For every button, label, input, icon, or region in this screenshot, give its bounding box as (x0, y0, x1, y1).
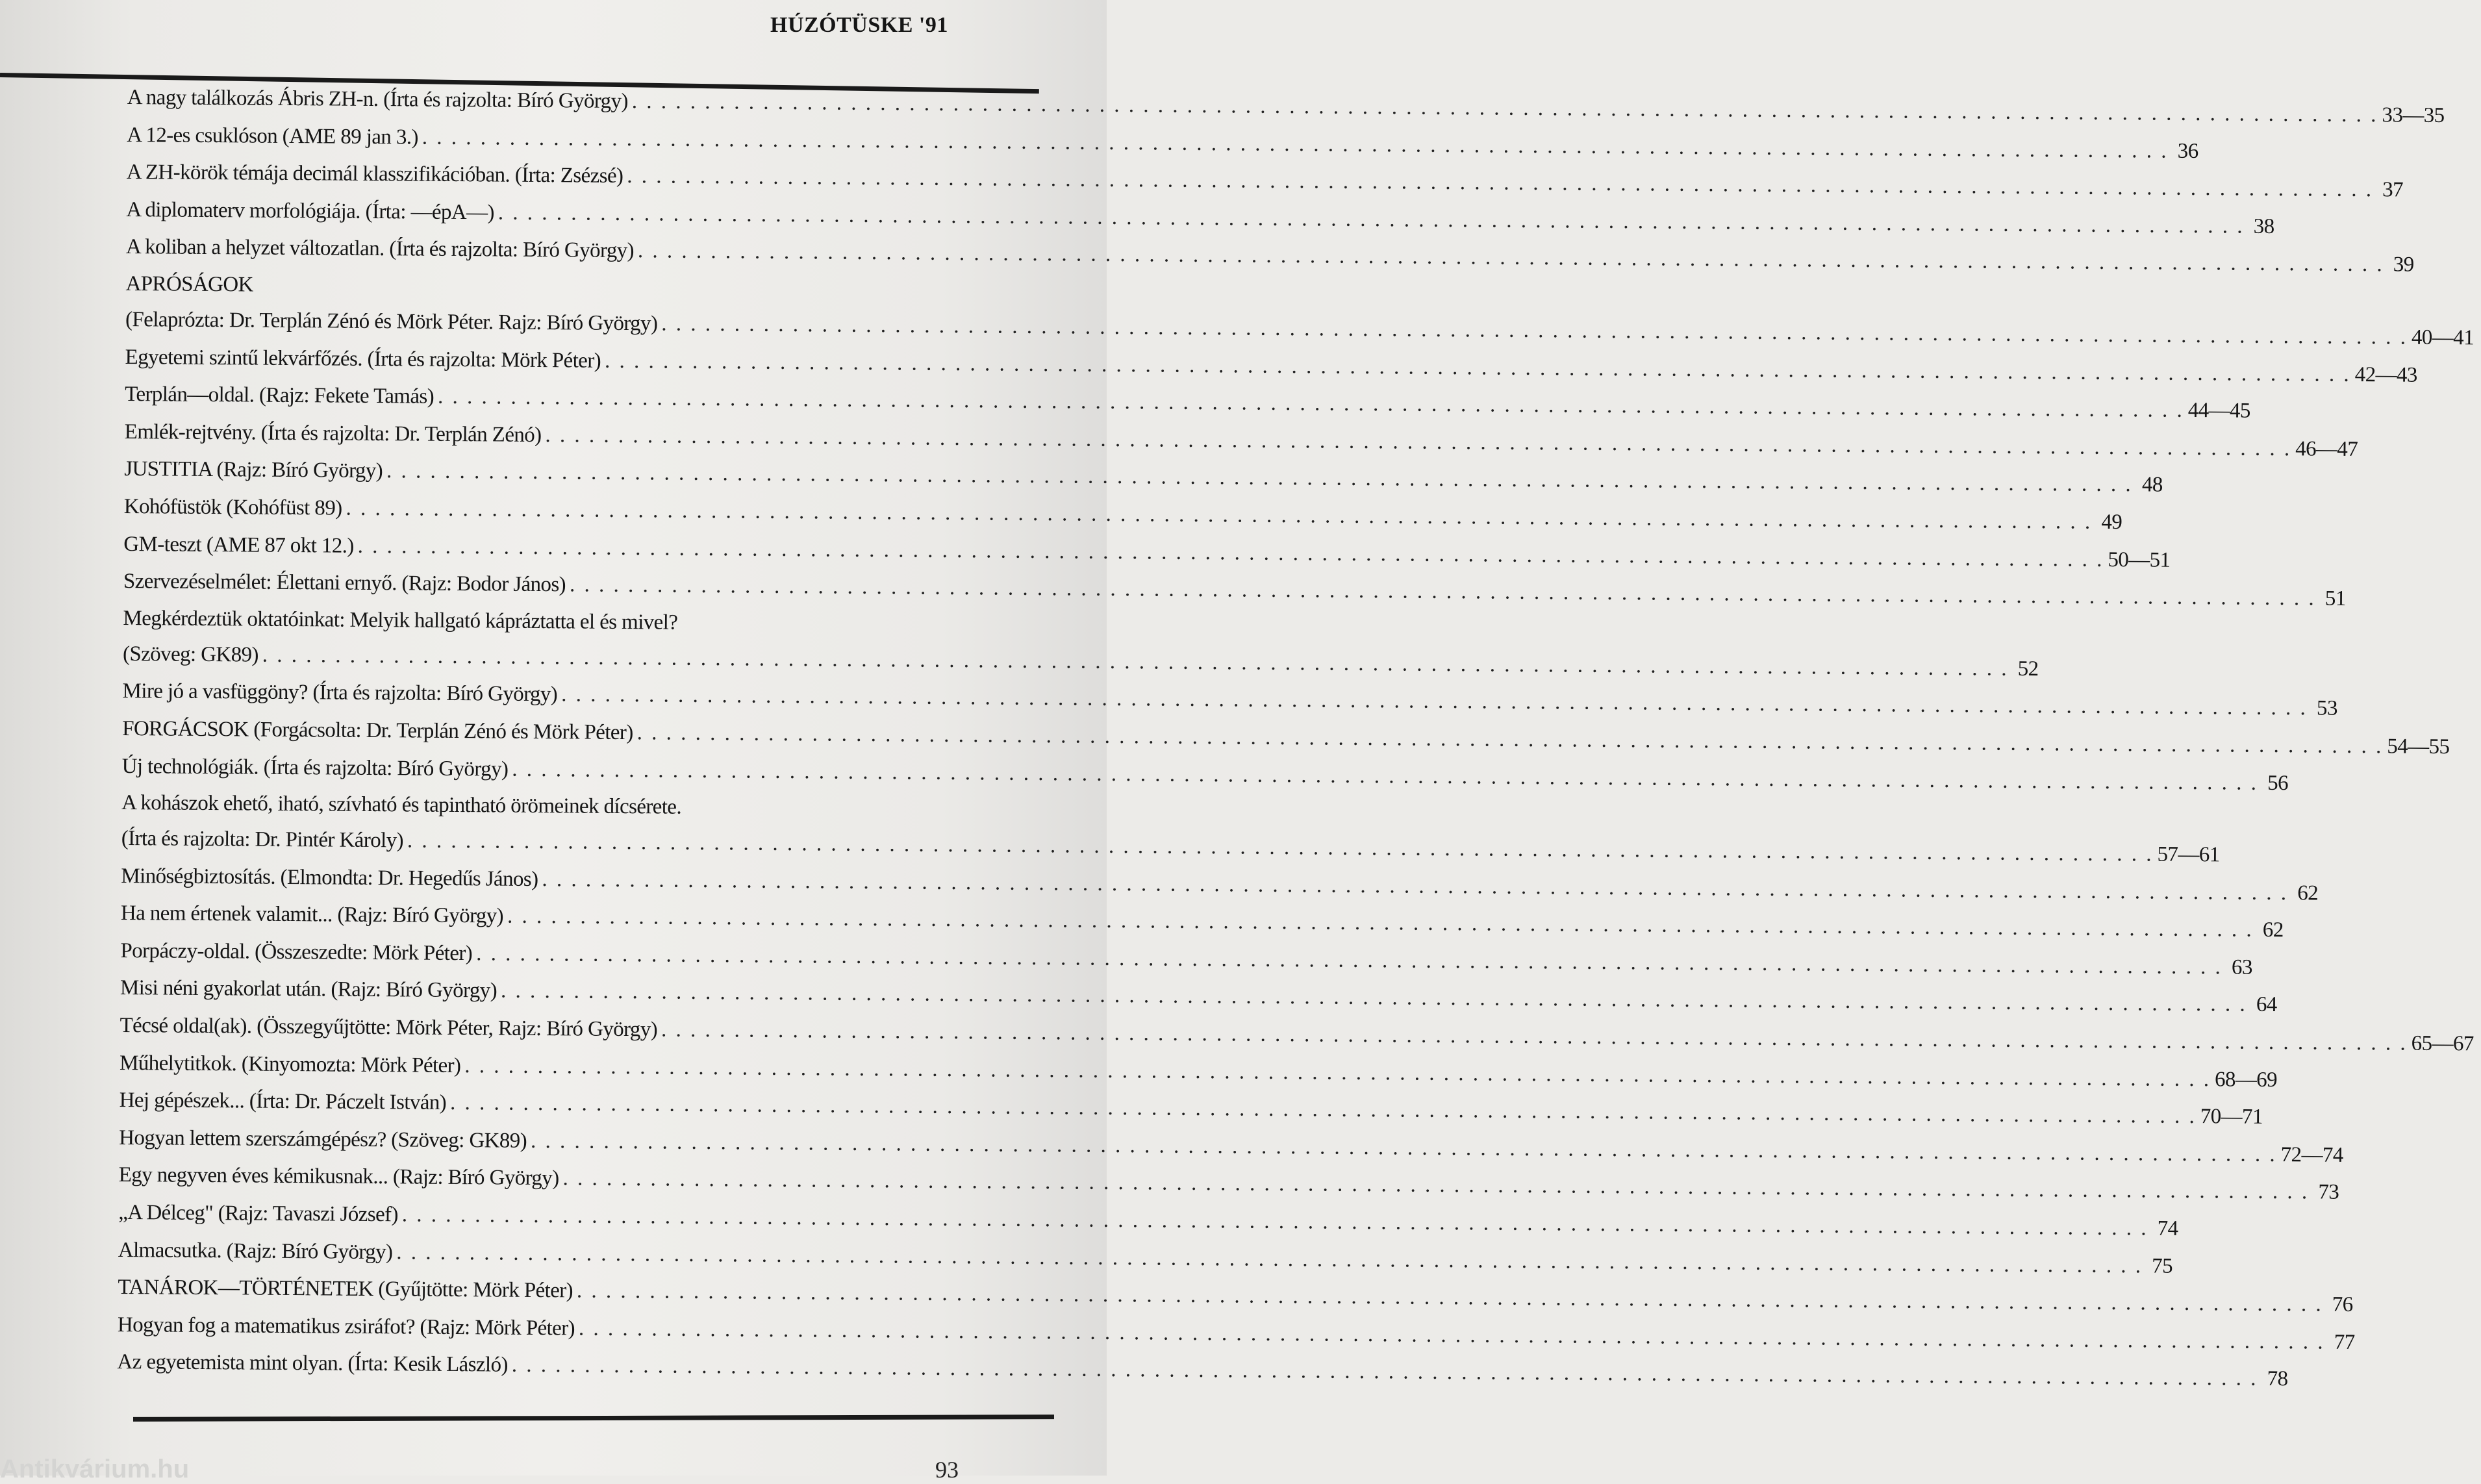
toc-entry-title: A diplomaterv morfológiája. (Írta: —épA—) (126, 197, 495, 225)
toc-entry (118, 1232, 2173, 1278)
toc-entry-title: TANÁROK—TÖRTÉNETEK (Gyűjtötte: Mörk Péter) (118, 1276, 573, 1303)
dot-leader: . . . . . . . . . . . . . . . . . . . . . . . . . . . . . . . . . . . . . . . . . . . . . . . . . . . . . . . . . . . . . . . . . . . . . . . . . . . . . . . . . . . . . . . . . . . . . . . . . . . . . . . . . . . . . . . . . . . . . . . . (511, 1353, 2258, 1391)
toc-entry (118, 1194, 2178, 1240)
toc-entry-title: A koliban a helyzet változatlan. (Írta és rajzolta: Bíró György) (125, 235, 635, 263)
toc-entry (121, 785, 888, 826)
toc-entry-pages: 33—35 (2382, 103, 2445, 128)
toc-entry (121, 858, 2319, 905)
toc-entry (123, 601, 889, 642)
dot-leader: . . . . . . . . . . . . . . . . . . . . . . . . . . . . . . . . . . . . . . . . . . . . . . . . . . . . . . . . . . . . . . . . . . . . . . . . . . . . . . . . . . . . . . . . . . . . . . . . . . . . . . . . . . . . . . . . . . . . . . . . (512, 757, 2259, 795)
toc-entry-pages: 56 (2267, 771, 2289, 795)
toc-entry (121, 820, 2220, 867)
dot-leader: . . . . . . . . . . . . . . . . . . . . . . . . . . . . . . . . . . . . . . . . . . . . . . . . . . . . . . . . . . . . . . . . . . . . . . . . . . . . . . . . . . . . . . . . . . . . . . . . . . . . . . . . . . . . . . . . . . . . . . . . (464, 1053, 2211, 1091)
toc-entry (123, 563, 2346, 610)
toc-entry-title: Az egyetemista mint olyan. (Írta: Kesik László) (117, 1350, 508, 1377)
dot-leader: . . . . . . . . . . . . . . . . . . . . . . . . . . . . . . . . . . . . . . . . . . . . . . . . . . . . . . . . . . . . . . . . . . . . . . . . . . . . . . . . . . . . . . . . . . . . . . . . . . . . . . . . . . . . . . . . . . . . . . . . (407, 829, 2154, 866)
running-title: HÚZÓTÜSKE '91 (770, 13, 948, 37)
toc-entry-title: A nagy találkozás Ábris ZH-n. (Írta és rajzolta: Bíró György) (127, 85, 628, 114)
dot-leader: . . . . . . . . . . . . . . . . . . . . . . . . . . . . . . . . . . . . . . . . . . . . . . . . . . . . . . . . . . . . . . . . . . . . . . . . . . . . . . . . . . . . . . . . . . . . . . . . . . . . . . . . . . . . . . . . . . . . . . . . (560, 683, 2308, 720)
toc-entry-pages: 52 (2017, 657, 2039, 681)
toc-entry (123, 526, 2171, 572)
toc-entry-title: Mire jó a vasfüggöny? (Írta és rajzolta: Bíró György) (122, 679, 558, 707)
toc-entry-pages: 46—47 (2295, 436, 2358, 461)
toc-entry-title: Egy negyven éves kémikusnak... (Rajz: Bíró György) (118, 1163, 559, 1190)
toc-entry (127, 117, 2198, 163)
dot-leader: . . . . . . . . . . . . . . . . . . . . . . . . . . . . . . . . . . . . . . . . . . . . . . . . . . . . . . . . . . . . . . . . . . . . . . . . . . . . . . . . . . . . . . . . . . . . . . . . . . . . . . . . . . . . . . . . . . . . . . . . (437, 384, 2184, 423)
toc-entry (125, 301, 2475, 350)
toc-entry-pages: 77 (2334, 1330, 2355, 1354)
toc-entry (127, 79, 2445, 128)
toc-entry-pages: 49 (2101, 510, 2122, 534)
toc-entry-title: FORGÁCSOK (Forgácsolta: Dr. Terplán Zénó és Mörk Péter) (122, 716, 633, 745)
table-of-contents (117, 79, 2475, 1391)
dot-leader: . . . . . . . . . . . . . . . . . . . . . . . . . . . . . . . . . . . . . . . . . . . . . . . . . . . . . . . . . . . . . . . . . . . . . . . . . . . . . . . . . . . . . . . . . . . . . . . . . . . . . . . . . . . . . . . . . . . . . . . . (500, 979, 2247, 1017)
toc-entry-pages: 68—69 (2214, 1067, 2278, 1092)
toc-entry (120, 1007, 2474, 1056)
toc-entry-pages: 75 (2152, 1254, 2173, 1278)
dot-leader: . . . . . . . . . . . . . . . . . . . . . . . . . . . . . . . . . . . . . . . . . . . . . . . . . . . . . . . . . . . . . . . . . . . . . . . . . . . . . . . . . . . . . . . . . . . . . . . . . . . . . . . . . . . . . . . . . . . . . . . . (576, 1279, 2323, 1316)
toc-entry (125, 266, 892, 307)
dot-leader: . . . . . . . . . . . . . . . . . . . . . . . . . . . . . . . . . . . . . . . . . . . . . . . . . . . . . . . . . . . . . . . . . . . . . . . . . . . . . . . . . . . . . . . . . . . . . . . . . . . . . . . . . . . . . . . . . . . . . . . . (401, 1203, 2148, 1240)
watermark: Antikvárium.hu (0, 1455, 190, 1483)
toc-entry (122, 636, 2039, 681)
toc-entry-title: A 12-es csuklóson (AME 89 jan 3.) (127, 123, 419, 149)
toc-entry-pages: 73 (2318, 1180, 2339, 1205)
toc-entry-pages: 39 (2393, 253, 2414, 277)
toc-entry-title: A ZH-körök témája decimál klasszifikációban. (Írta: Zsézsé) (126, 160, 623, 188)
toc-entry (119, 1045, 2278, 1092)
toc-entry-title: A kohászok ehető, iható, szívható és tapintható örömeinek dícsérete. (121, 791, 682, 819)
toc-entry-title: Minőségbiztosítás. (Elmondta: Dr. Hegedűs János) (121, 864, 538, 891)
dot-leader: . . . . . . . . . . . . . . . . . . . . . . . . . . . . . . . . . . . . . . . . . . . . . . . . . . . . . . . . . . . . . . . . . . . . . . . . . . . . . . . . . . . . . . . . . . . . . . . . . . . . . . . . . . . . . . . . . . . . . . . . (422, 125, 2169, 163)
toc-entry (119, 1082, 2263, 1129)
toc-entry (125, 376, 2250, 423)
toc-entry (117, 1307, 2355, 1354)
dot-leader: . . . . . . . . . . . . . . . . . . . . . . . . . . . . . . . . . . . . . . . . . . . . . . . . . . . . . . . . . . . . . . . . . . . . . . . . . . . . . . . . . . . . . . . . . . . . . . . . . . . . . . . . . . . . . . . . . . . . . . . . (542, 867, 2289, 905)
toc-entry-pages: 70—71 (2200, 1105, 2263, 1129)
toc-entry-title: GM-teszt (AME 87 okt 12.) (123, 532, 354, 558)
toc-entry-pages: 57—61 (2157, 842, 2220, 867)
toc-entry-title: APRÓSÁGOK (125, 271, 253, 297)
toc-entry-title: (Felaprózta: Dr. Terplán Zénó és Mörk Péter. Rajz: Bíró György) (125, 307, 658, 336)
dot-leader: . . . . . . . . . . . . . . . . . . . . . . . . . . . . . . . . . . . . . . . . . . . . . . . . . . . . . . . . . . . . . . . . . . . . . . . . . . . . . . . . . . . . . . . . . . . . . . . . . . . . . . . . . . . . . . . . . . . . . . . . (346, 496, 2093, 534)
toc-entry-title: Almacsutka. (Rajz: Bíró György) (118, 1238, 393, 1264)
toc-entry-title: Megkérdeztük oktatóinkat: Melyik hallgató kápráztatta el és mivel? (123, 606, 678, 635)
toc-entry-pages: 54—55 (2387, 735, 2450, 759)
toc-entry-pages: 42—43 (2354, 362, 2417, 387)
toc-entry (122, 711, 2450, 759)
toc-entry-title: Műhelytitkok. (Kinyomozta: Mörk Péter) (119, 1051, 461, 1077)
toc-entry (124, 451, 2163, 497)
toc-entry (120, 933, 2252, 979)
toc-entry-pages: 63 (2231, 955, 2252, 979)
toc-entry-title: Hogyan fog a matematikus zsiráfot? (Rajz: Mörk Péter) (117, 1313, 575, 1340)
toc-entry-title: „A Délceg" (Rajz: Tavaszi József) (118, 1200, 399, 1227)
toc-entry-pages: 72—74 (2280, 1142, 2343, 1167)
toc-entry-title: Porpáczy-oldal. (Összeszedte: Mörk Péter) (120, 938, 473, 966)
toc-entry-title: Ha nem értenek valamit... (Rajz: Bíró György) (120, 901, 504, 928)
toc-entry (122, 673, 2337, 721)
toc-entry-pages: 38 (2253, 214, 2274, 238)
toc-entry-title: Szervezéselmélet: Élettani ernyő. (Rajz: Bodor János) (123, 570, 566, 597)
toc-entry (126, 154, 2404, 202)
dot-leader: . . . . . . . . . . . . . . . . . . . . . . . . . . . . . . . . . . . . . . . . . . . . . . . . . . . . . . . . . . . . . . . . . . . . . . . . . . . . . . . . . . . . . . . . . . . . . . . . . . . . . . . . . . . . . . . . . . . . . . . . (357, 534, 2104, 572)
dot-leader: . . . . . . . . . . . . . . . . . . . . . . . . . . . . . . . . . . . . . . . . . . . . . . . . . . . . . . . . . . . . . . . . . . . . . . . . . . . . . . . . . . . . . . . . . . . . . . . . . . . . . . . . . . . . . . . . . . . . . . . . (631, 90, 2378, 127)
toc-entry-pages: 50—51 (2108, 547, 2171, 572)
dot-leader: . . . . . . . . . . . . . . . . . . . . . . . . . . . . . . . . . . . . . . . . . . . . . . . . . . . . . . . . . . . . . . . . . . . . . . . . . . . . . . . . . . . . . . . . . . . . . . . . . . . . . . . . . . . . . . . . . . . . . . . . (386, 459, 2133, 497)
toc-entry (121, 748, 2289, 795)
toc-entry-pages: 44—45 (2187, 399, 2250, 423)
toc-entry-title: Hej gépészek... (Írta: Dr. Páczelt István) (119, 1088, 447, 1115)
dot-leader: . . . . . . . . . . . . . . . . . . . . . . . . . . . . . . . . . . . . . . . . . . . . . . . . . . . . . . . . . . . . . . . . . . . . . . . . . . . . . . . . . . . . . . . . . . . . . . . . . . . . . . . . . . . . . . . . . . . . . . . . (637, 239, 2384, 277)
toc-entry (120, 970, 2277, 1017)
dot-leader: . . . . . . . . . . . . . . . . . . . . . . . . . . . . . . . . . . . . . . . . . . . . . . . . . . . . . . . . . . . . . . . . . . . . . . . . . . . . . . . . . . . . . . . . . . . . . . . . . . . . . . . . . . . . . . . . . . . . . . . . (449, 1091, 2197, 1129)
toc-entry-title: Emlék-rejtvény. (Írta és rajzolta: Dr. Terplán Zénó) (124, 420, 542, 447)
dot-leader: . . . . . . . . . . . . . . . . . . . . . . . . . . . . . . . . . . . . . . . . . . . . . . . . . . . . . . . . . . . . . . . . . . . . . . . . . . . . . . . . . . . . . . . . . . . . . . . . . . . . . . . . . . . . . . . . . . . . . . . . (530, 1129, 2277, 1166)
toc-entry-title: Kohófüstök (Kohófüst 89) (123, 494, 342, 520)
toc-entry-pages: 64 (2256, 993, 2277, 1017)
toc-entry (118, 1269, 2353, 1317)
toc-entry-pages: 76 (2332, 1292, 2353, 1317)
dot-leader: . . . . . . . . . . . . . . . . . . . . . . . . . . . . . . . . . . . . . . . . . . . . . . . . . . . . . . . . . . . . . . . . . . . . . . . . . . . . . . . . . . . . . . . . . . . . . . . . . . . . . . . . . . . . . . . . . . . . . . . . (636, 721, 2384, 759)
toc-entry-pages: 37 (2382, 178, 2404, 202)
toc-entry-title: Egyetemi szintű lekvárfőzés. (Írta és rajzolta: Mörk Péter) (125, 345, 601, 373)
dot-leader: . . . . . . . . . . . . . . . . . . . . . . . . . . . . . . . . . . . . . . . . . . . . . . . . . . . . . . . . . . . . . . . . . . . . . . . . . . . . . . . . . . . . . . . . . . . . . . . . . . . . . . . . . . . . . . . . . . . . . . . . (569, 573, 2316, 610)
toc-entry (118, 1157, 2339, 1205)
toc-entry-pages: 40—41 (2411, 325, 2475, 350)
toc-entry-pages: 78 (2267, 1367, 2288, 1391)
toc-entry (125, 229, 2414, 277)
toc-entry-title: (Szöveg: GK89) (122, 642, 258, 667)
toc-entry (126, 192, 2274, 238)
dot-leader: . . . . . . . . . . . . . . . . . . . . . . . . . . . . . . . . . . . . . . . . . . . . . . . . . . . . . . . . . . . . . . . . . . . . . . . . . . . . . . . . . . . . . . . . . . . . . . . . . . . . . . . . . . . . . . . . . . . . . . . . (604, 349, 2351, 386)
dot-leader: . . . . . . . . . . . . . . . . . . . . . . . . . . . . . . . . . . . . . . . . . . . . . . . . . . . . . . . . . . . . . . . . . . . . . . . . . . . . . . . . . . . . . . . . . . . . . . . . . . . . . . . . . . . . . . . . . . . . . . . . (497, 201, 2245, 238)
toc-entry (120, 895, 2284, 942)
toc-entry-pages: 65—67 (2411, 1031, 2474, 1056)
toc-entry-pages: 74 (2157, 1216, 2178, 1240)
dot-leader: . . . . . . . . . . . . . . . . . . . . . . . . . . . . . . . . . . . . . . . . . . . . . . . . . . . . . . . . . . . . . . . . . . . . . . . . . . . . . . . . . . . . . . . . . . . . . . . . . . . . . . . . . . . . . . . . . . . . . . . . (627, 164, 2374, 202)
toc-entry (125, 339, 2417, 387)
dot-leader: . . . . . . . . . . . . . . . . . . . . . . . . . . . . . . . . . . . . . . . . . . . . . . . . . . . . . . . . . . . . . . . . . . . . . . . . . . . . . . . . . . . . . . . . . . . . . . . . . . . . . . . . . . . . . . . . . . . . . . . . (262, 643, 2009, 681)
toc-entry-title: Hogyan lettem szerszámgépész? (Szöveg: GK89) (119, 1126, 527, 1153)
toc-entry-pages: 62 (2297, 881, 2319, 905)
toc-entry-pages: 51 (2324, 586, 2346, 610)
toc-entry-pages: 48 (2141, 473, 2163, 497)
dot-leader: . . . . . . . . . . . . . . . . . . . . . . . . . . . . . . . . . . . . . . . . . . . . . . . . . . . . . . . . . . . . . . . . . . . . . . . . . . . . . . . . . . . . . . . . . . . . . . . . . . . . . . . . . . . . . . . . . . . . . . . . (507, 904, 2254, 942)
dot-leader: . . . . . . . . . . . . . . . . . . . . . . . . . . . . . . . . . . . . . . . . . . . . . . . . . . . . . . . . . . . . . . . . . . . . . . . . . . . . . . . . . . . . . . . . . . . . . . . . . . . . . . . . . . . . . . . . . . . . . . . . (562, 1166, 2310, 1204)
toc-entry (124, 414, 2358, 461)
dot-leader: . . . . . . . . . . . . . . . . . . . . . . . . . . . . . . . . . . . . . . . . . . . . . . . . . . . . . . . . . . . . . . . . . . . . . . . . . . . . . . . . . . . . . . . . . . . . . . . . . . . . . . . . . . . . . . . . . . . . . . . . (396, 1240, 2143, 1278)
toc-entry-title: Új technológiák. (Írta és rajzolta: Bíró György) (121, 754, 509, 781)
toc-entry (123, 488, 2122, 534)
dot-leader: . . . . . . . . . . . . . . . . . . . . . . . . . . . . . . . . . . . . . . . . . . . . . . . . . . . . . . . . . . . . . . . . . . . . . . . . . . . . . . . . . . . . . . . . . . . . . . . . . . . . . . . . . . . . . . . . . . . . . . . . (661, 1018, 2408, 1055)
toc-entry (117, 1344, 2288, 1391)
toc-entry-title: Técsé oldal(ak). (Összegyűjtötte: Mörk Péter, Rajz: Bíró György) (120, 1014, 658, 1042)
toc-entry-title: (Írta és rajzolta: Dr. Pintér Károly) (121, 827, 404, 853)
toc-entry-pages: 53 (2316, 696, 2337, 721)
toc-entry-title: Terplán—oldal. (Rajz: Fekete Tamás) (125, 383, 434, 409)
dot-leader: . . . . . . . . . . . . . . . . . . . . . . . . . . . . . . . . . . . . . . . . . . . . . . . . . . . . . . . . . . . . . . . . . . . . . . . . . . . . . . . . . . . . . . . . . . . . . . . . . . . . . . . . . . . . . . . . . . . . . . . . (578, 1316, 2325, 1354)
dot-leader: . . . . . . . . . . . . . . . . . . . . . . . . . . . . . . . . . . . . . . . . . . . . . . . . . . . . . . . . . . . . . . . . . . . . . . . . . . . . . . . . . . . . . . . . . . . . . . . . . . . . . . . . . . . . . . . . . . . . . . . . (545, 423, 2292, 460)
dot-leader: . . . . . . . . . . . . . . . . . . . . . . . . . . . . . . . . . . . . . . . . . . . . . . . . . . . . . . . . . . . . . . . . . . . . . . . . . . . . . . . . . . . . . . . . . . . . . . . . . . . . . . . . . . . . . . . . . . . . . . . . (476, 942, 2223, 979)
toc-entry (119, 1120, 2343, 1167)
toc-entry-pages: 62 (2262, 918, 2284, 942)
toc-entry-title: Misi néni gyakorlat után. (Rajz: Bíró György) (120, 976, 497, 1003)
dot-leader: . . . . . . . . . . . . . . . . . . . . . . . . . . . . . . . . . . . . . . . . . . . . . . . . . . . . . . . . . . . . . . . . . . . . . . . . . . . . . . . . . . . . . . . . . . . . . . . . . . . . . . . . . . . . . . . . . . . . . . . . (661, 312, 2408, 349)
toc-entry-title: JUSTITIA (Rajz: Bíró György) (124, 457, 383, 483)
toc-entry-pages: 36 (2177, 139, 2198, 163)
page-number: 93 (935, 1457, 959, 1483)
bottom-rule (133, 1415, 1054, 1422)
